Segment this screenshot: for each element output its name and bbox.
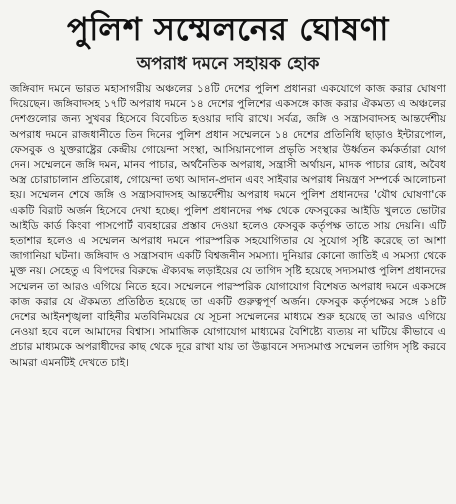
article-headline: পুলিশ সম্মেলনের ঘোষণা	[67, 10, 389, 48]
article-body: জঙ্গিবাদ দমনে ভারত মহাসাগরীয় অঞ্চলের ১৪টি দেশের পুলিশ প্রধানরা একযোগে কাজ করার ঘোষণা দিয়েছেন। জঙ্গিবাদসহ ১৭টি অপরাধ দমনে ১৪ দেশের পুলিশের একসঙ্গে কাজ করার ঐকমত্য এ অঞ্চলের দেশগুলোর জন্য সুখবর হিসেবে বিবেচিত হওয়ার দাবি রাখে। সর্বত্র, জঙ্গি ও সন্ত্রাসবাদসহ আন্তর্দেশীয় অপরাধ দমনে রাজধানীতে তিন দিনের পুলিশ প্রধান সম্মেলনে ১৪ দেশের প্রতিনিধি ছাড়াও ইন্টারপোল, ফেসবুক ও যুক্তরাষ্ট্রের কেন্দ্রীয় গোয়েন্দা সংস্থা, আসিয়ানপোল প্রভৃতি সংস্থার উর্ধ্বতন কর্মকর্তারা যোগ দেন। সম্মেলনে জঙ্গি দমন, মানব পাচার, অর্থনৈতিক অপরাধ, সন্ত্রাসী অর্থায়ন, মাদক পাচার রোধ, অবৈধ অস্ত্র চোরাচালান প্রতিরোধ, গোয়েন্দা তথ্য আদান-প্রদান এবং সাইবার অপরাধ নিয়ন্ত্রণ সম্পর্কে আলোচনা হয়। সম্মেলন শেষে জঙ্গি ও সন্ত্রাসবাদসহ আন্তর্দেশীয় অপরাধ দমনে পুলিশ প্রধানদের 'যৌথ ঘোষণা'কে একটি বিরাট অর্জন হিসেবে দেখা হচ্ছে। পুলিশ প্রধানদের পক্ষ থেকে ফেসবুকের আইডি খুলতে ভোটার আইডি কার্ড কিংবা পাসপোর্ট ব্যবহারের প্রস্তাব দেওয়া হলেও ফেসবুক কর্তৃপক্ষ তাতে সায় দেয়নি। এটি হতাশার হলেও এ সম্মেলন অপরাধ দমনে পারস্পরিক সহযোগিতার যে সুযোগ সৃষ্টি করেছে তা আশা জাগানিয়া ঘটনা। জঙ্গিবাদ ও সন্ত্রাসবাদ একটি বিশ্বজনীন সমস্যা। দুনিয়ার কোনো জাতিই এ সমস্যা থেকে মুক্ত নয়। সেহেতু এ বিপদের বিরুদ্ধে ঐক্যবদ্ধ লড়াইয়ের যে তাগিদ সৃষ্টি হয়েছে সদ্যসমাপ্ত পুলিশ প্রধানদের সম্মেলন তা আরও এগিয়ে নিতে হবে। সম্মেলনে পারস্পরিক যোগাযোগ বিশেষত অপরাধ দমনে একসঙ্গে কাজ করার যে ঐকমত্য প্রতিষ্ঠিত হয়েছে তা একটি গুরুত্বপূর্ণ অর্জন। ফেসবুক কর্তৃপক্ষের সঙ্গে ১৪টি দেশের আইনশৃঙ্খলা বাহিনীর মতবিনিময়ের যে সূচনা সম্মেলনের মাধ্যমে শুরু হয়েছে তা আরও এগিয়ে নেওয়া হবে বলে আমাদের বিশ্বাস। সামাজিক যোগাযোগ মাধ্যমের বৈশিষ্ট্যে ব্যত্যয় না ঘটিয়ে কীভাবে এ প্রচার মাধ্যমকে অপরাধীদের কাছ থেকে দূরে রাখা যায় তা উদ্ভাবনে সদ্যসমাপ্ত সম্মেলন তাগিদ সৃষ্টি করবে আমরা এমনটিই দেখতে চাই।	[10, 83, 447, 369]
article-subheadline: অপরাধ দমনে সহায়ক হোক	[136, 54, 320, 74]
